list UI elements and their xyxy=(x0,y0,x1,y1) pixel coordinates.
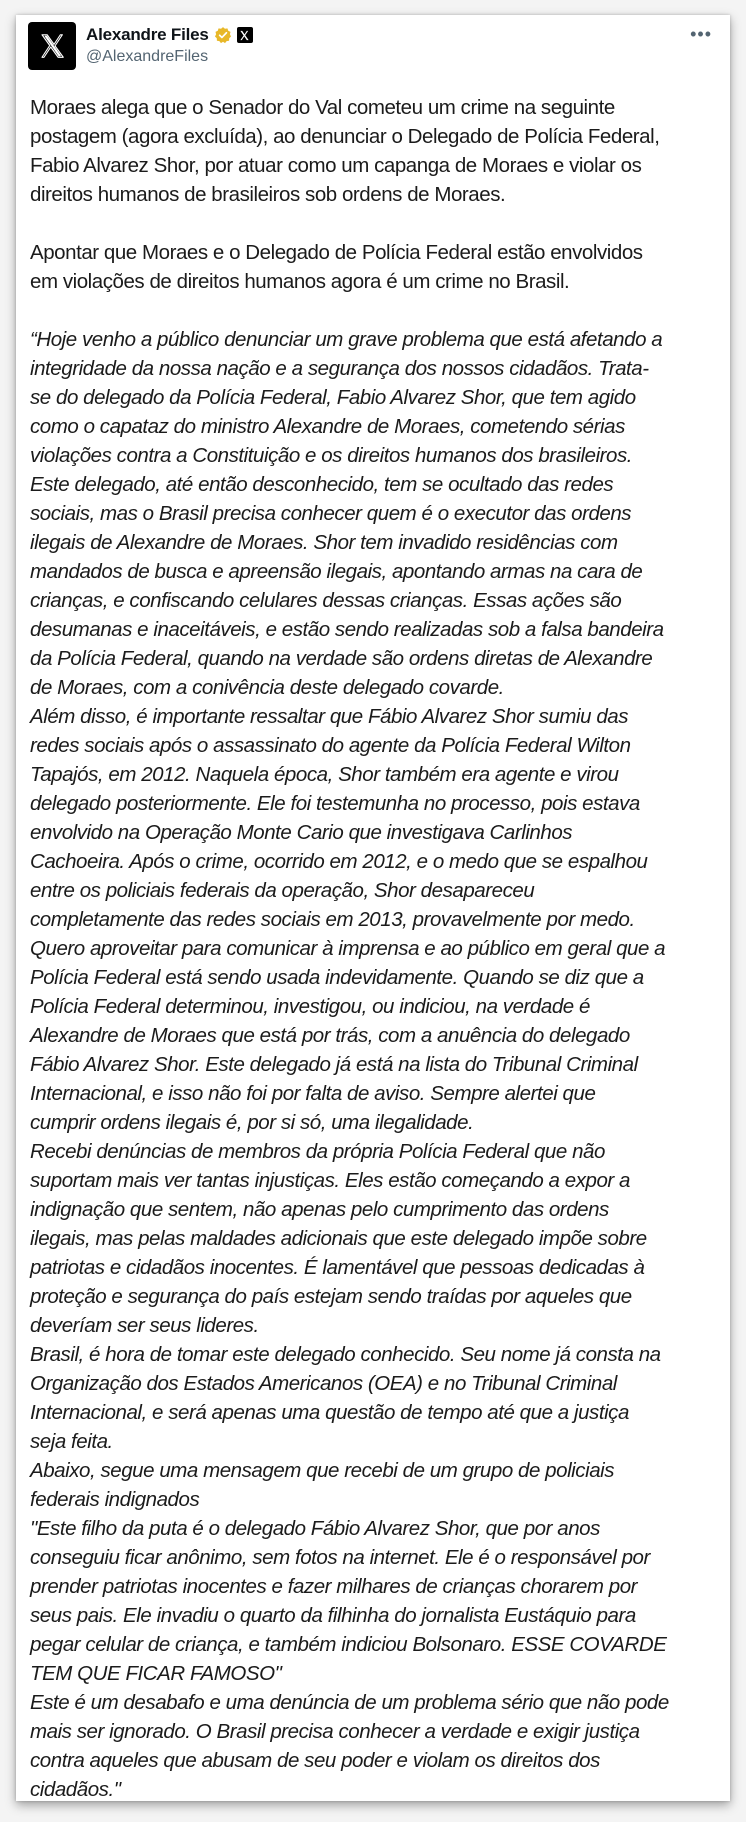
tweet-text xyxy=(30,93,720,1804)
quote-text-line: de Moraes, com a conivência deste delegado covarde. xyxy=(30,676,504,699)
tweet-card xyxy=(16,15,730,1801)
x-logo-icon xyxy=(37,31,67,61)
quote-text-line: ilegais de Alexandre de Moraes. Shor tem invadido residências com xyxy=(30,531,618,554)
text-line: Apontar que Moraes e o Delegado de Polícia Federal estão envolvidos xyxy=(30,241,643,264)
quote-text-line: Quero aproveitar para comunicar à imprensa e ao público em geral que a xyxy=(30,937,666,960)
quote-text-line: "Este filho da puta é o delegado Fábio Alvarez Shor, que por anos xyxy=(30,1517,600,1540)
quote-text-line: crianças, e confiscando celulares dessas crianças. Essas ações são xyxy=(30,589,622,612)
quote-text-line: ilegais, mas pelas maldades adicionais que este delegado impõe sobre xyxy=(30,1227,647,1250)
quote-text-line: cidadãos." xyxy=(30,1778,121,1801)
quote-text-line: seja feita. xyxy=(30,1430,113,1453)
more-options-button[interactable]: ••• xyxy=(690,24,712,44)
quote-text-line: entre os policiais federais da operação, Shor desapareceu xyxy=(30,879,535,902)
quote-text-line: como o capataz do ministro Alexandre de Moraes, cometendo sérias xyxy=(30,415,625,438)
quote-text-line: Cachoeira. Após o crime, ocorrido em 2012, e o medo que se espalhou xyxy=(30,850,648,873)
quote-text-line: Abaixo, segue uma mensagem que recebi de um grupo de policiais xyxy=(30,1459,615,1482)
quote-text-line: Além disso, é importante ressaltar que Fábio Alvarez Shor sumiu das xyxy=(30,705,629,728)
text-line: postagem (agora excluída), ao denunciar o Delegado de Polícia Federal, xyxy=(30,125,660,148)
x-glyph-icon xyxy=(239,30,250,41)
author-names xyxy=(86,24,253,66)
quote-text-line: redes sociais após o assassinato do agente da Polícia Federal Wilton xyxy=(30,734,631,757)
text-line: em violações de direitos humanos agora é um crime no Brasil. xyxy=(30,270,570,293)
quote-text-line: conseguiu ficar anônimo, sem fotos na internet. Ele é o responsável por xyxy=(30,1546,650,1569)
text-line: Fabio Alvarez Shor, por atuar como um capanga de Moraes e violar os xyxy=(30,154,642,177)
quote-text-line: indignação que sentem, não apenas pelo cumprimento das ordens xyxy=(30,1198,609,1221)
quote-text-line: mandados de busca e apreensão ilegais, apontando armas na cara de xyxy=(30,560,643,583)
quote-text-line: contra aqueles que abusam de seu poder e violam os direitos dos xyxy=(30,1749,600,1772)
text-line: Moraes alega que o Senador do Val cometeu um crime na seguinte xyxy=(30,96,615,119)
second-paragraph xyxy=(30,238,720,296)
quote-text-line: completamente das redes sociais em 2013, provavelmente por medo. xyxy=(30,908,635,931)
quote-text-line: envolvido na Operação Monte Cario que investigava Carlinhos xyxy=(30,821,573,844)
text-line: direitos humanos de brasileiros sob ordens de Moraes. xyxy=(30,183,506,206)
quote-text-line: suportam mais ver tantas injustiças. Eles estão começando a expor a xyxy=(30,1169,630,1192)
author-handle[interactable]: @AlexandreFiles xyxy=(86,48,209,65)
quote-text-line: deveríam ser seus lideres. xyxy=(30,1314,259,1337)
paragraph-gap xyxy=(30,296,720,325)
x-affiliate-icon[interactable] xyxy=(237,27,253,43)
quote-text-line: TEM QUE FICAR FAMOSO" xyxy=(30,1662,282,1685)
quote-text-line: Tapajós, em 2012. Naquela época, Shor também era agente e virou xyxy=(30,763,619,786)
quote-text-line: cumprir ordens ilegais é, por si só, uma ilegalidade. xyxy=(30,1111,474,1134)
quote-text-line: desumanas e inaceitáveis, e estão sendo realizadas sob a falsa bandeira xyxy=(30,618,664,641)
quote-text-line: Brasil, é hora de tomar este delegado conhecido. Seu nome já consta na xyxy=(30,1343,661,1366)
quote-text-line: patriotas e cidadãos inocentes. É lamentável que pessoas dedicadas à xyxy=(30,1256,645,1279)
quote-text-line: se do delegado da Polícia Federal, Fabio Alvarez Shor, que tem agido xyxy=(30,386,636,409)
quote-text-line: Organização dos Estados Americanos (OEA) e no Tribunal Criminal xyxy=(30,1372,617,1395)
quote-text-line: prender patriotas inocentes e fazer milhares de crianças chorarem por xyxy=(30,1575,638,1598)
quote-text-line: proteção e segurança do país estejam sendo traídas por aqueles que xyxy=(30,1285,632,1308)
quote-text-line: seus pais. Ele invadiu o quarto da filhinha do jornalista Eustáquio para xyxy=(30,1604,636,1627)
quote-text-line: pegar celular de criança, e também indiciou Bolsonaro. ESSE COVARDE xyxy=(30,1633,667,1656)
quote-text-line: federais indignados xyxy=(30,1488,200,1511)
quote-text-line: Este é um desabafo e uma denúncia de um problema sério que não pode xyxy=(30,1691,669,1714)
quote-text-line: violações contra a Constituição e os direitos humanos dos brasileiros. xyxy=(30,444,633,467)
quote-text-line: da Polícia Federal, quando na verdade são ordens diretas de Alexandre xyxy=(30,647,653,670)
quote-text-line: mais ser ignorado. O Brasil precisa conhecer a verdade e exigir justiça xyxy=(30,1720,640,1743)
intro-paragraph xyxy=(30,93,720,209)
quote-text-line: Internacional, e será apenas uma questão de tempo até que a justiça xyxy=(30,1401,629,1424)
avatar[interactable] xyxy=(28,22,76,70)
paragraph-gap xyxy=(30,209,720,238)
quote-text-line: Recebi denúncias de membros da própria Polícia Federal que não xyxy=(30,1140,605,1163)
quote-text-line: integridade da nossa nação e a segurança dos nossos cidadãos. Trata- xyxy=(30,357,649,380)
gold-verified-badge-icon[interactable] xyxy=(214,26,232,44)
quote-text-line: Polícia Federal determinou, investigou, ou indiciou, na verdade é xyxy=(30,995,590,1018)
quote-text-line: Este delegado, até então desconhecido, tem se ocultado das redes xyxy=(30,473,614,496)
quoted-statement xyxy=(30,325,720,1804)
quote-text-line: “Hoje venho a público denunciar um grave problema que está afetando a xyxy=(30,328,663,351)
quote-text-line: Polícia Federal está sendo usada indevidamente. Quando se diz que a xyxy=(30,966,644,989)
quote-text-line: Alexandre de Moraes que está por trás, com a anuência do delegado xyxy=(30,1024,630,1047)
tweet-header xyxy=(28,22,718,78)
quote-text-line: Fábio Alvarez Shor. Este delegado já está na lista do Tribunal Criminal xyxy=(30,1053,638,1076)
quote-text-line: Internacional, e isso não foi por falta de aviso. Sempre alertei que xyxy=(30,1082,596,1105)
quote-text-line: sociais, mas o Brasil precisa conhecer quem é o executor das ordens xyxy=(30,502,632,525)
author-display-name[interactable]: Alexandre Files xyxy=(86,25,209,44)
quote-text-line: delegado posteriormente. Ele foi testemunha no processo, pois estava xyxy=(30,792,640,815)
